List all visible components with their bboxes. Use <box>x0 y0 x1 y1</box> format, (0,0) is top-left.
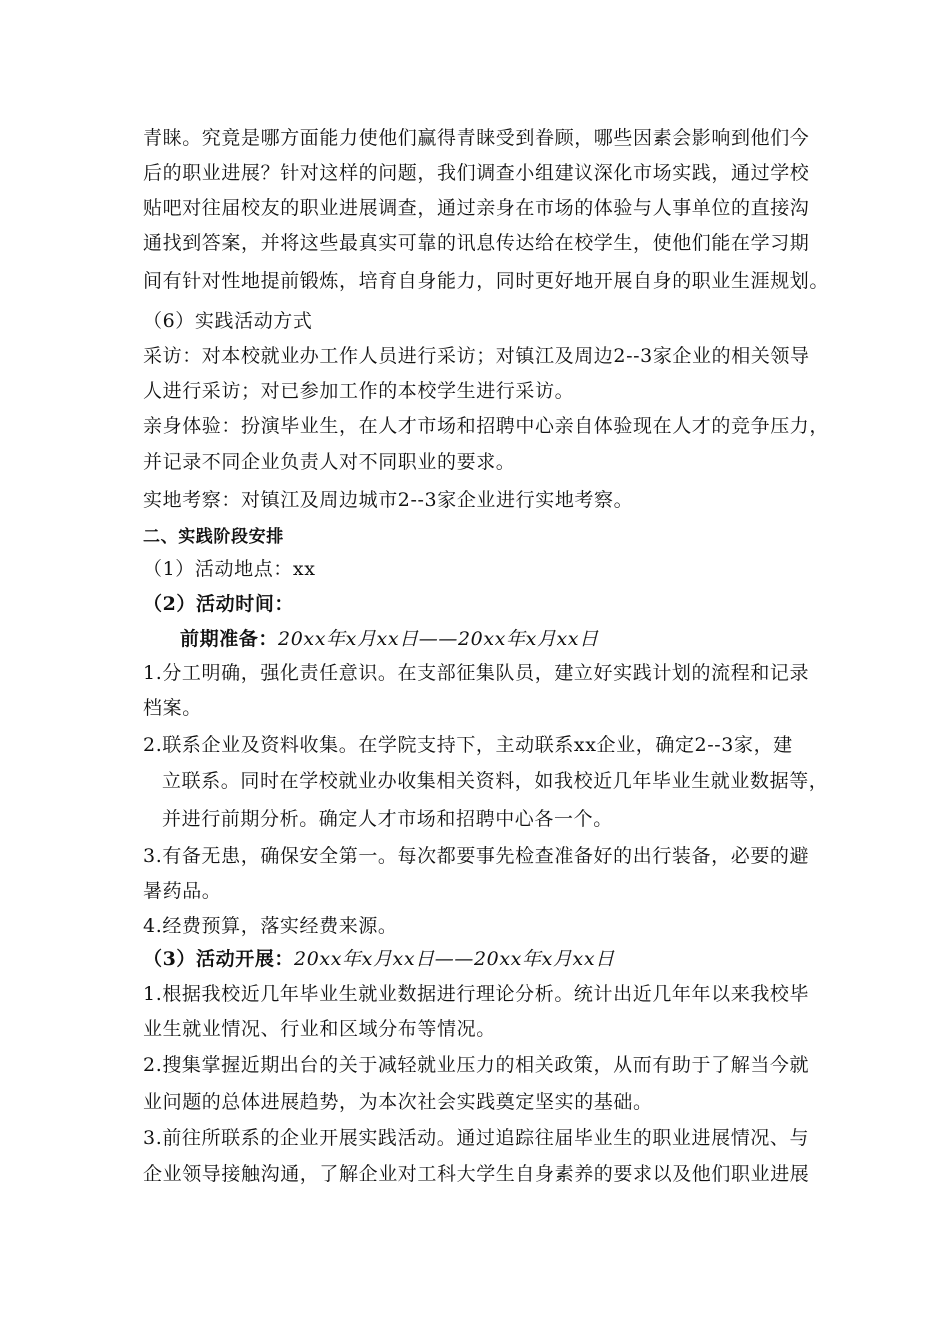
activity-phase-dates: 20xx年x月xx日——20xx年x月xx日 <box>294 948 615 970</box>
paragraph-line: 实地考察：对镇江及周边城市2--3家企业进行实地考察。 <box>143 489 634 511</box>
list-item-cont: 业生就业情况、行业和区域分布等情况。 <box>143 1018 496 1040</box>
list-item: 3.有备无患，确保安全第一。每次都要事先检查准备好的出行装备，必要的避 <box>143 845 810 867</box>
activity-phase-line <box>143 946 813 972</box>
chapter-heading: 二、实践阶段安排 <box>143 527 284 547</box>
list-item-cont: 立联系。同时在学校就业办收集相关资料，如我校近几年毕业生就业数据等， <box>162 770 829 792</box>
prep-phase-label: 前期准备： <box>180 628 279 650</box>
section-heading: （6）实践活动方式 <box>143 310 313 332</box>
paragraph-line: 亲身体验：扮演毕业生，在人才市场和招聘中心亲自体验现在人才的竞争压力， <box>143 415 830 437</box>
list-item-cont: 企业领导接触沟通，了解企业对工科大学生自身素养的要求以及他们职业进展 <box>143 1163 810 1185</box>
paragraph-line: 贴吧对往届校友的职业进展调查，通过亲身在市场的体验与人事单位的直接沟 <box>143 197 810 219</box>
paragraph-line: 后的职业进展？针对这样的问题，我们调查小组建议深化市场实践，通过学校 <box>143 162 810 184</box>
prep-phase-line <box>180 626 850 652</box>
prep-phase-dates: 20xx年x月xx日——20xx年x月xx日 <box>278 628 599 650</box>
paragraph-line: 间有针对性地提前锻炼，培育自身能力，同时更好地开展自身的职业生涯规划。 <box>143 270 830 292</box>
list-item: 2.联系企业及资料收集。在学院支持下，主动联系xx企业，确定2--3家，建 <box>143 734 793 756</box>
list-item: 2.搜集掌握近期出台的关于减轻就业压力的相关政策，从而有助于了解当今就 <box>143 1054 810 1076</box>
activity-time-heading: （2）活动时间： <box>143 593 295 615</box>
list-item: 4.经费预算，落实经费来源。 <box>143 915 398 937</box>
paragraph-line: 通找到答案，并将这些最真实可靠的讯息传达给在校学生，使他们能在学习期 <box>143 232 810 254</box>
activity-phase-label: （3）活动开展： <box>143 948 295 970</box>
list-item: 3.前往所联系的企业开展实践活动。通过追踪往届毕业生的职业进展情况、与 <box>143 1127 810 1149</box>
list-item-cont: 并进行前期分析。确定人才市场和招聘中心各一个。 <box>162 808 613 830</box>
paragraph-line: 青睐。究竟是哪方面能力使他们赢得青睐受到眷顾，哪些因素会影响到他们今 <box>143 127 810 149</box>
activity-location: （1）活动地点：xx <box>143 558 316 580</box>
paragraph-line: 人进行采访；对已参加工作的本校学生进行采访。 <box>143 380 575 402</box>
paragraph-line: 采访：对本校就业办工作人员进行采访；对镇江及周边2--3家企业的相关领导 <box>143 345 810 367</box>
paragraph-line: 并记录不同企业负责人对不同职业的要求。 <box>143 451 516 473</box>
list-item: 1.根据我校近几年毕业生就业数据进行理论分析。统计出近几年年以来我校毕 <box>143 983 810 1005</box>
list-item-cont: 档案。 <box>143 697 202 719</box>
list-item-cont: 业问题的总体进展趋势，为本次社会实践奠定坚实的基础。 <box>143 1091 653 1113</box>
list-item: 1.分工明确，强化责任意识。在支部征集队员，建立好实践计划的流程和记录 <box>143 662 810 684</box>
list-item-cont: 暑药品。 <box>143 880 222 902</box>
